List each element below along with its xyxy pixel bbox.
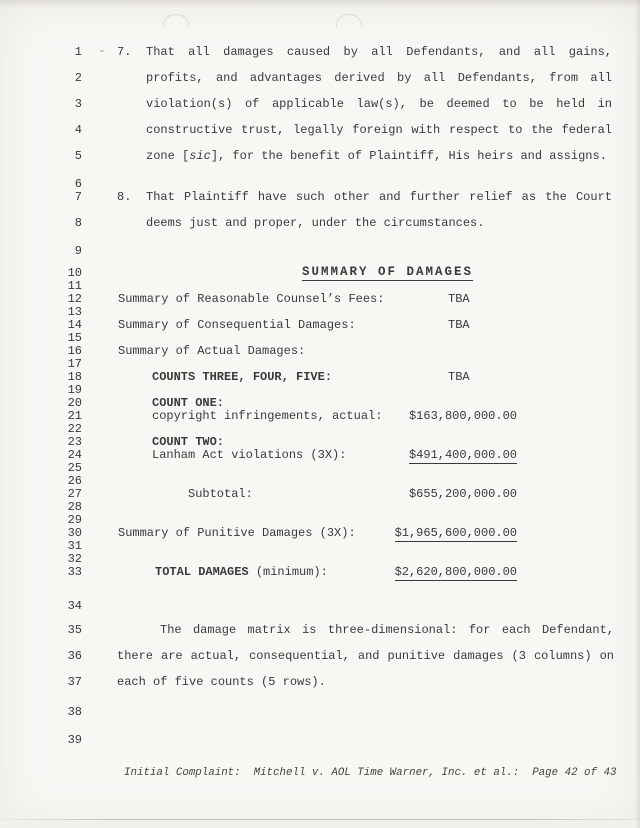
line-number: 2 [74,71,82,85]
summary-row-label [155,566,328,579]
paragraph-7-line-3: violation(s) of applicable law(s), be deemed to be held in [146,97,612,111]
summary-row-value: $2,620,800,000.00 [394,565,517,579]
line-number: 18 [67,370,82,384]
line-number: 4 [74,123,82,137]
summary-row-label: Lanham Act violations (3X): [152,448,347,462]
total-damages-rest: (minimum): [248,565,328,579]
summary-row [0,449,640,463]
scan-speck [100,50,104,52]
total-damages-bold: TOTAL DAMAGES [155,565,249,579]
line-number: 1 [74,45,82,59]
line-number: 9 [74,244,82,258]
paragraph-7-line-1: That all damages caused by all Defendants, and all gains, [146,45,612,59]
line-number: 11 [67,279,82,293]
punch-hole-left-mark [163,14,189,27]
summary-row-label: Subtotal: [188,487,253,501]
summary-heading: SUMMARY OF DAMAGES [302,265,474,279]
line-number: 35 [67,623,82,637]
line-number: 6 [74,177,82,191]
summary-row-label: Summary of Reasonable Counsel’s Fees: [118,292,385,306]
summary-row [0,345,640,359]
line-number: 16 [67,344,82,358]
scan-bottom-edge [0,820,640,828]
summary-row [0,488,640,502]
line-number: 26 [67,474,82,488]
summary-row-label: COUNTS THREE, FOUR, FIVE: [152,370,333,384]
closing-line-1: The damage matrix is three-dimensional: for each Defendant, [160,623,614,637]
line-number: 27 [67,487,82,501]
paragraph-7-line-5 [146,150,607,163]
footer-text: Initial Complaint: Mitchell v. AOL Time Warner, Inc. et al.: Page 42 of 43 [124,767,617,779]
summary-row-value: TBA [448,292,470,306]
summary-row-label: COUNT TWO: [152,435,225,449]
line-number: 8 [74,216,82,230]
summary-row [0,410,640,424]
line-number: 7 [74,190,82,204]
line-number: 17 [67,357,82,371]
punch-hole-right-mark [336,14,362,27]
summary-row-label: Summary of Actual Damages: [118,344,306,358]
summary-row-value: $1,965,600,000.00 [394,526,517,540]
line-5-text-end: ], for the benefit of Plaintiff, His heirs and assigns. [210,149,607,163]
paragraph-8-line-1: That Plaintiff have such other and further relief as the Court [146,190,612,204]
line-number: 39 [67,733,82,747]
summary-row-label: Summary of Punitive Damages (3X): [118,526,356,540]
line-number: 33 [67,565,82,579]
paragraph-8-line-2: deems just and proper, under the circumstances. [146,216,485,230]
line-number: 5 [74,149,82,163]
line-number: 21 [67,409,82,423]
line-number: 22 [67,422,82,436]
scan-top-edge [0,0,640,8]
item-number-7: 7. [117,45,132,59]
line-number: 23 [67,435,82,449]
summary-row [0,371,640,385]
summary-row [0,566,640,580]
line-number: 12 [67,292,82,306]
line-number: 14 [67,318,82,332]
scan-right-edge [635,0,640,828]
line-number: 38 [67,705,82,719]
line-number: 37 [67,675,82,689]
summary-row-label: Summary of Consequential Damages: [118,318,356,332]
summary-row-value: $163,800,000.00 [408,409,517,423]
closing-line-3: each of five counts (5 rows). [117,675,326,689]
line-number: 13 [67,305,82,319]
line-number: 36 [67,649,82,663]
line-number: 10 [67,266,82,280]
summary-row [0,527,640,541]
line-number: 3 [74,97,82,111]
closing-line-2: there are actual, consequential, and punitive damages (3 columns) on [117,649,614,663]
summary-row-label: COUNT ONE: [152,396,225,410]
paragraph-7-line-2: profits, and advantages derived by all Defendants, from all [146,71,612,85]
summary-row-value: $491,400,000.00 [408,448,517,462]
line-number: 24 [67,448,82,462]
line-number: 25 [67,461,82,475]
line-number: 31 [67,539,82,553]
summary-row-label: copyright infringements, actual: [152,409,383,423]
line-number: 19 [67,383,82,397]
summary-row [0,319,640,333]
line-number: 15 [67,331,82,345]
line-5-text: zone [ [146,149,190,163]
paragraph-7-line-4: constructive trust, legally foreign with respect to the federal [146,123,612,137]
line-number: 34 [67,599,82,613]
line-number: 28 [67,500,82,514]
line-number: 32 [67,552,82,566]
line-number: 29 [67,513,82,527]
summary-row-value: TBA [448,370,470,384]
line-number: 20 [67,396,82,410]
summary-row-value: $655,200,000.00 [408,487,517,501]
item-number-8: 8. [117,190,132,204]
sic-italic: sic [189,149,211,163]
summary-row [0,293,640,307]
summary-row-value: TBA [448,318,470,332]
line-number: 30 [67,526,82,540]
